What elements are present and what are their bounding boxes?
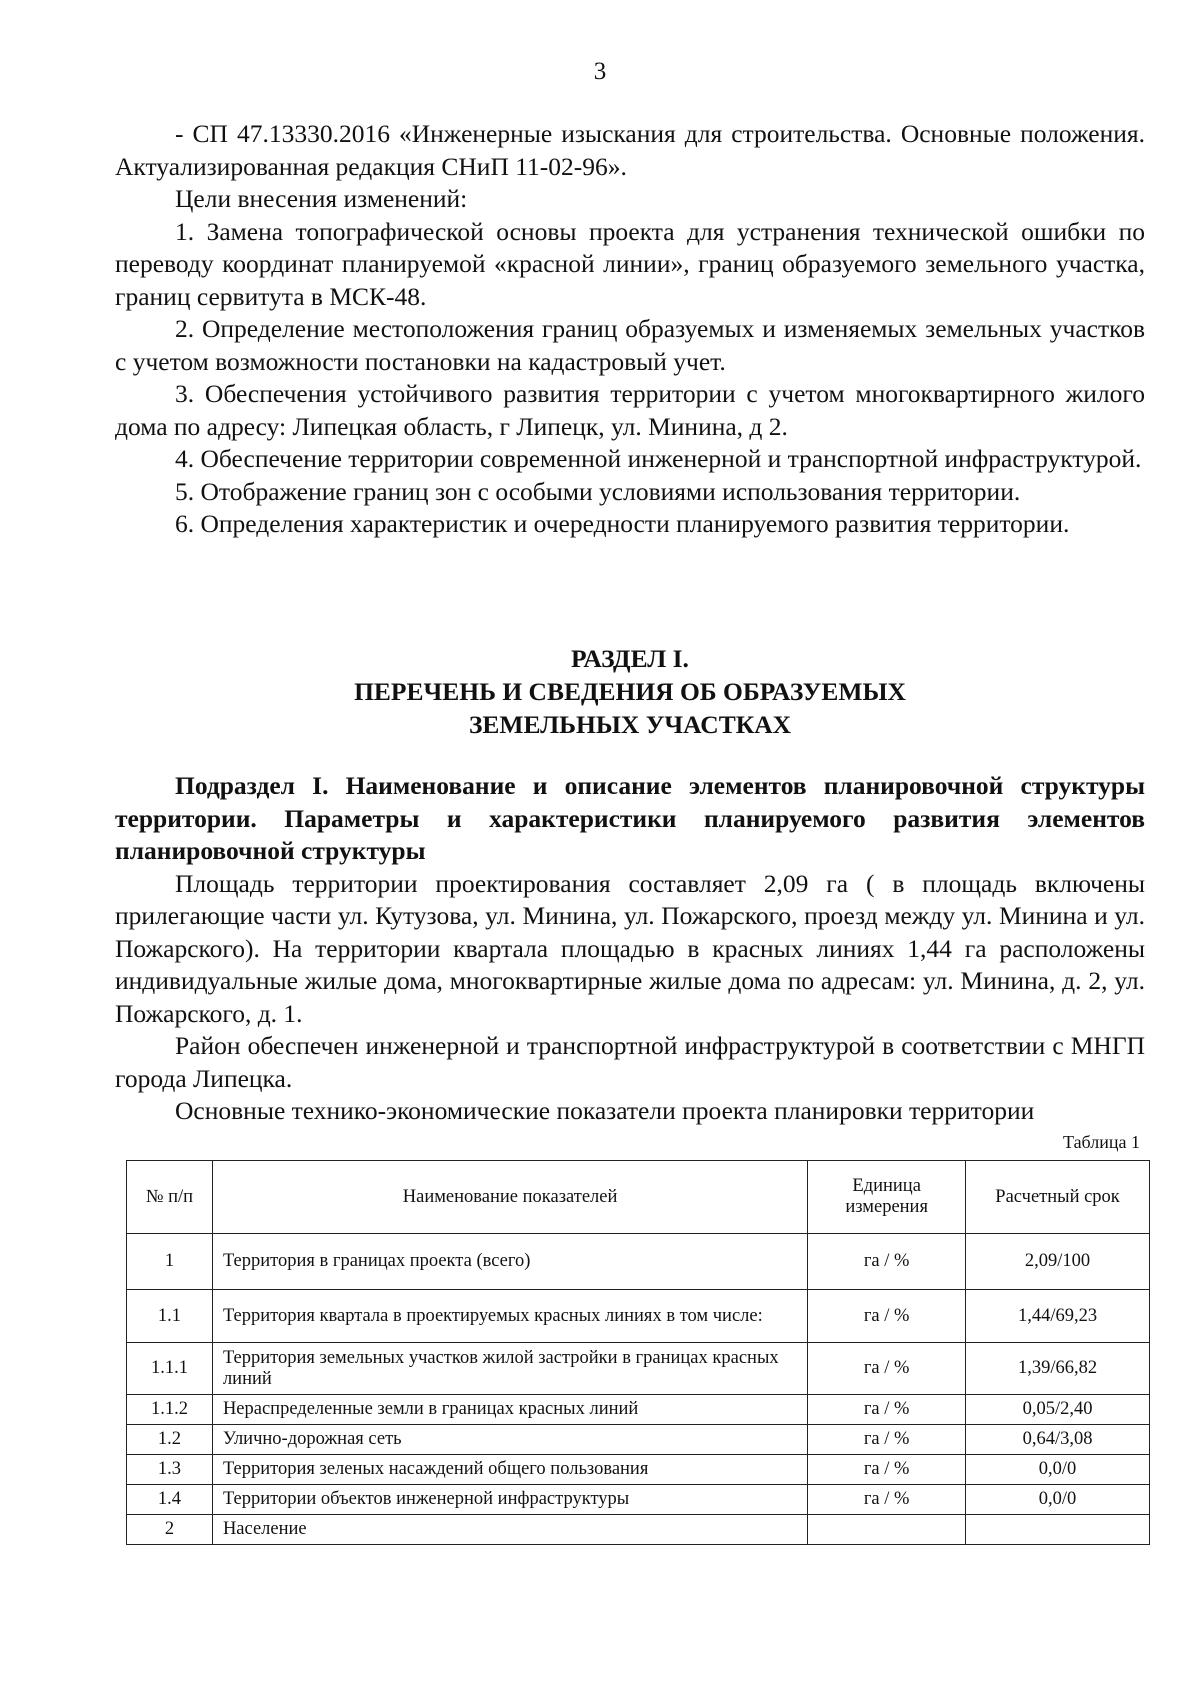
- row-unit: га / %: [808, 1485, 966, 1515]
- table-row: [127, 1395, 1150, 1425]
- header-name: Наименование показателей: [212, 1161, 807, 1234]
- subsection-paragraph: Площадь территории проектирования составляет 2,09 га ( в площадь включены прилегающие части ул. Кутузова, ул. Минина, ул. Пожарского, проезд между ул. Минина и ул. Пожарского). На территории квартала площадью в красных линиях 1,44 га расположены индивидуальные жилые дома, многоквартирные жилые дома по адресам: ул. Минина, д. 2, ул. Пожарского, д. 1.: [115, 868, 1145, 1028]
- intro-paragraph: Цели внесения изменений:: [175, 184, 468, 213]
- row-num: 2: [127, 1515, 213, 1545]
- intro-paragraph: - СП 47.13330.2016 «Инженерные изыскания для строительства. Основные положения. Актуализированная редакция СНиП 11-02-96».: [115, 119, 1145, 181]
- row-num: 1.1.1: [127, 1343, 213, 1395]
- row-num: 1.1.2: [127, 1395, 213, 1425]
- intro-paragraph: 4. Обеспечение территории современной инженерной и транспортной инфраструктурой.: [175, 444, 1142, 473]
- intro-paragraph: 6. Определения характеристик и очередности планируемого развития территории.: [175, 509, 1070, 538]
- row-name: Территории объектов инженерной инфраструктуры: [212, 1485, 807, 1515]
- row-unit: га / %: [808, 1425, 966, 1455]
- row-value: 0,0/0: [966, 1485, 1150, 1515]
- row-value: 1,44/69,23: [966, 1290, 1150, 1343]
- subsection-title: Подраздел I. Наименование и описание элементов планировочной структуры территории. Параметры и характеристики планируемого развития элементов планировочной структуры: [115, 771, 1145, 865]
- intro-block: [115, 118, 1145, 541]
- table-caption: Таблица 1: [1063, 1132, 1140, 1152]
- row-value: [966, 1515, 1150, 1545]
- row-value: 0,05/2,40: [966, 1395, 1150, 1425]
- row-name: Территория квартала в проектируемых красных линиях в том числе:: [212, 1290, 807, 1343]
- row-name: Население: [212, 1515, 807, 1545]
- section-heading-line: РАЗДЕЛ I.: [571, 644, 689, 673]
- row-num: 1.4: [127, 1485, 213, 1515]
- table-row: [127, 1425, 1150, 1455]
- row-value: 1,39/66,82: [966, 1343, 1150, 1395]
- intro-paragraph: 1. Замена топографической основы проекта для устранения технической ошибки по переводу координат планируемой «красной линии», границ образуемого земельного участка, границ сервитута в МСК-48.: [115, 216, 1145, 311]
- row-num: 1.2: [127, 1425, 213, 1455]
- row-num: 1.1: [127, 1290, 213, 1343]
- row-unit: га / %: [808, 1455, 966, 1485]
- subsection-paragraph: Основные технико-экономические показатели проекта планировки территории: [175, 1096, 1035, 1125]
- row-value: 0,0/0: [966, 1455, 1150, 1485]
- row-unit: [808, 1515, 966, 1545]
- page-number: 3: [593, 58, 607, 85]
- table-row: [127, 1455, 1150, 1485]
- indicators-table: [126, 1160, 1150, 1545]
- row-num: 1.3: [127, 1455, 213, 1485]
- header-unit: Единица измерения: [808, 1161, 966, 1234]
- row-unit: га / %: [808, 1234, 966, 1290]
- row-name: Улично-дорожная сеть: [212, 1425, 807, 1455]
- section-heading: [0, 642, 1200, 741]
- table-row: [127, 1234, 1150, 1290]
- row-name: Территория земельных участков жилой застройки в границах красных линий: [212, 1343, 807, 1395]
- row-unit: га / %: [808, 1395, 966, 1425]
- header-num: № п/п: [127, 1161, 213, 1234]
- intro-paragraph: 3. Обеспечения устойчивого развития территории с учетом многоквартирного жилого дома по адресу: Липецкая область, г Липецк, ул. Минина, д 2.: [115, 379, 1145, 441]
- intro-paragraph: 2. Определение местоположения границ образуемых и изменяемых земельных участков с учетом возможности постановки на кадастровый учет.: [115, 314, 1145, 376]
- intro-paragraph: 5. Отображение границ зон с особыми условиями использования территории.: [175, 476, 1021, 506]
- row-num: 1: [127, 1234, 213, 1290]
- table-row: [127, 1485, 1150, 1515]
- row-name: Нераспределенные земли в границах красных линий: [212, 1395, 807, 1425]
- row-unit: га / %: [808, 1290, 966, 1343]
- section-heading-line: ЗЕМЕЛЬНЫХ УЧАСТКАХ: [468, 710, 792, 739]
- row-name: Территория зеленых насаждений общего пользования: [212, 1455, 807, 1485]
- row-value: 2,09/100: [966, 1234, 1150, 1290]
- row-unit: га / %: [808, 1343, 966, 1395]
- table-row: [127, 1515, 1150, 1545]
- table-header-row: [127, 1161, 1150, 1234]
- subsection-paragraph: Район обеспечен инженерной и транспортной инфраструктурой в соответствии с МНГП города Липецка.: [115, 1031, 1145, 1093]
- table-row: [127, 1343, 1150, 1395]
- row-value: 0,64/3,08: [966, 1425, 1150, 1455]
- table-row: [127, 1290, 1150, 1343]
- section-heading-line: ПЕРЕЧЕНЬ И СВЕДЕНИЯ ОБ ОБРАЗУЕМЫХ: [354, 677, 906, 706]
- header-value: Расчетный срок: [966, 1161, 1150, 1234]
- subsection-block: [115, 770, 1145, 1128]
- row-name: Территория в границах проекта (всего): [212, 1234, 807, 1290]
